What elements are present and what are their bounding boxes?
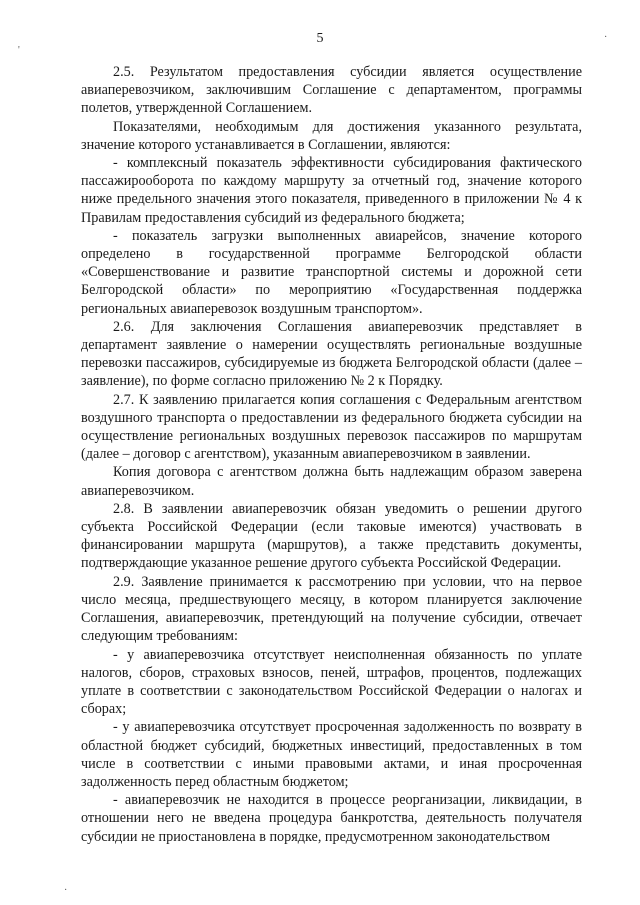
page-number: 5 (316, 31, 324, 46)
list-item-efficiency-indicator: - комплексный показатель эффективности субсидирования фактического пассажирооборота по каждому маршруту за отчетный год, значение которого ниже предельного значения этого показателя, приведенного в приложении № 4 к Правилам предоставления субсидий из федерального бюджета; (81, 155, 582, 226)
list-item-no-tax-debt: - у авиаперевозчика отсутствует неисполненная обязанность по уплате налогов, сборов, страховых взносов, пеней, штрафов, процентов, подлежащих уплате в соответствии с законодательством Российской Федерации о налогах и сборах; (81, 646, 582, 718)
scan-artifact-mark: ' (18, 45, 20, 56)
paragraph-2-7: 2.7. К заявлению прилагается копия соглашения с Федеральным агентством воздушного транспорта о предоставлении из федерального бюджета субсидии на осуществление региональных воздушных перевозок пассажиров по маршрутам (далее – договор с агентством), указанным авиаперевозчиком в заявлении. (81, 391, 582, 463)
paragraph-copy-contract: Копия договора с агентством должна быть надлежащим образом заверена авиаперевозчиком. (81, 464, 582, 499)
paragraph-indicators: Показателями, необходимым для достижения указанного результата, значение которого устанавливается в Соглашении, являются: (81, 118, 582, 153)
list-item-not-reorganizing: - авиаперевозчик не находится в процессе реорганизации, ликвидации, в отношении него не введена процедура банкротства, деятельность получателя субсидии не приостановлена в порядке, предусмотренном законодательством (81, 792, 582, 845)
list-item-load-indicator: - показатель загрузки выполненных авиарейсов, значение которого определено в государственной программе Белгородской области «Совершенствование и развитие транспортной системы и дорожной сети Белгородской области» по мероприятию «Государственная поддержка региональных авиаперевозок воздушным транспортом». (81, 227, 582, 317)
scan-artifact-mark: · (64, 885, 68, 896)
document-body (81, 63, 582, 846)
list-item-no-overdue-debt: - у авиаперевозчика отсутствует просроченная задолженность по возврату в областной бюджет субсидий, бюджетных инвестиций, предоставленных в том числе в соответствии с иными правовыми актами, и иная просроченная задолженность перед областным бюджетом; (81, 719, 582, 790)
paragraph-2-9: 2.9. Заявление принимается к рассмотрению при условии, что на первое число месяца, предшествующего месяцу, в котором планируется заключение Соглашения, авиаперевозчик, претендующий на получение субсидии, отвечает следующим требованиям: (81, 573, 582, 645)
paragraph-2-8: 2.8. В заявлении авиаперевозчик обязан уведомить о решении другого субъекта Российской Федерации (если таковые имеются) участвовать в финансировании маршрута (маршрутов), а также представить документы, подтверждающие указанное решение другого субъекта Российской Федерации. (81, 500, 582, 572)
paragraph-2-5: 2.5. Результатом предоставления субсидии является осуществление авиаперевозчиком, заключившим Соглашение с департаментом, программы полетов, утвержденной Соглашением. (81, 64, 582, 117)
paragraph-2-6: 2.6. Для заключения Соглашения авиаперевозчик представляет в департамент заявление о намерении осуществлять региональные воздушные перевозки пассажиров, субсидируемые из бюджета Белгородской области (далее – заявление), по форме согласно приложению № 2 к Порядку. (81, 318, 582, 390)
scan-artifact-mark: · (604, 32, 608, 43)
